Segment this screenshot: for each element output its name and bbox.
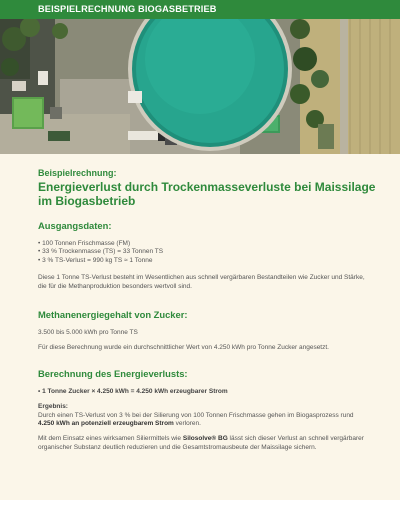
result-label: Ergebnis: <box>38 403 68 411</box>
input-list-item: • 33 % Trockenmasse (TS) = 33 Tonnen TS <box>38 248 400 256</box>
banner-title: BEISPIELRECHNUNG BIOGASBETRIEB <box>38 4 217 14</box>
input-section-title: Ausgangsdaten: <box>38 220 112 231</box>
article-headline: Energieverlust durch Trockenmasseverluste bei Maissilage im Biogasbetrieb <box>38 180 376 208</box>
calculation-card <box>0 154 400 500</box>
methane-note: Für diese Berechnung wurde ein durchschnittlicher Wert von 4.250 kWh pro Tonne Zucker angesetzt. <box>38 344 329 352</box>
input-list-item: • 100 Tonnen Frischmasse (FM) <box>38 240 400 248</box>
input-list <box>38 240 400 265</box>
aerial-photo-biogas-plant <box>0 19 400 154</box>
article-kicker: Beispielrechnung: <box>38 168 117 178</box>
input-note: Diese 1 Tonne TS-Verlust besteht im Wesentlichen aus schnell vergärbaren Bestandteilen wie Zucker und Stärke, die für die Methanproduktion besonders wertvoll sind. <box>38 274 365 290</box>
calculation-list <box>38 388 400 396</box>
page-banner <box>0 0 400 19</box>
calculation-section-title: Berechnung des Energieverlusts: <box>38 367 188 379</box>
closing-text: Mit dem Einsatz eines wirksamen Siliermittels wie Silosolve® BG lässt sich dieser Verlust an schnell vergärbarer organischer Substanz deutlich reduzieren und die Gesamtstromausbeute der Maissilage sichern. <box>38 435 364 451</box>
methane-range: 3.500 bis 5.000 kWh pro Tonne TS <box>38 329 138 337</box>
calculation-formula: • 1 Tonne Zucker × 4.250 kWh = 4.250 kWh erzeugbarer Strom <box>38 388 400 396</box>
result-text: Durch einen TS-Verlust von 3 % bei der Silierung von 100 Tonnen Frischmasse gehen im Biogasprozess rund 4.250 kWh an potenziell erzeugbarem Strom verloren. <box>38 411 354 428</box>
methane-section-title: Methanenergiegehalt von Zucker: <box>38 309 188 321</box>
input-list-item: • 3 % TS-Verlust = 990 kg TS ≈ 1 Tonne <box>38 257 400 265</box>
